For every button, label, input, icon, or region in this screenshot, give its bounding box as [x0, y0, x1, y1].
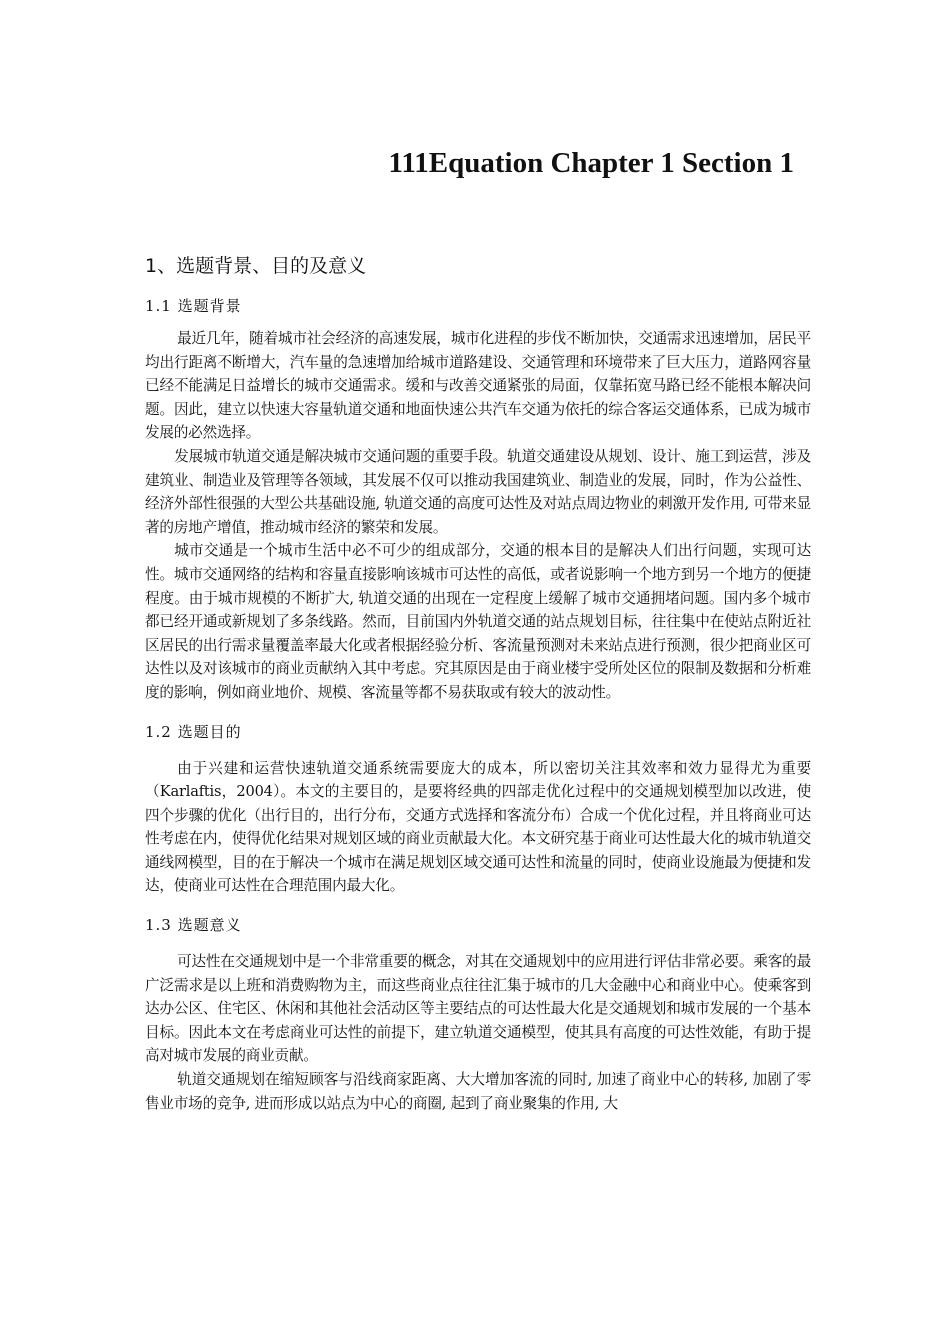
subsection-heading-1-1: 1.1 选题背景 [145, 297, 242, 315]
paragraph-background-3: 城市交通是一个城市生活中必不可少的组成部分，交通的根本目的是解决人们出行问题，实现可达性。城市交通网络的结构和容量直接影响该城市可达性的高低，或者说影响一个地方到另一个地方的便捷程度。由于城市规模的不断扩大, 轨道交通的出现在一定程度上缓解了城市交通拥堵问题。国内多个城市都已经开通或新规划了多条线路。然而，目前国内外轨道交通的站点规划目标，往往集中在使站点附近社区居民的出行需求量覆盖率最大化或者根据经验分析、客流量预测对未来站点进行预测，很少把商业区可达性以及对该城市的商业贡献纳入其中考虑。究其原因是由于商业楼宇受所处区位的限制及数据和分析难度的影响，例如商业地价、规模、客流量等都不易获取或有较大的波动性。 [145, 542, 811, 701]
subsection-heading-1-3: 1.3 选题意义 [145, 916, 242, 935]
paragraph-background-1: 最近几年，随着城市社会经济的高速发展，城市化进程的步伐不断加快，交通需求迅速增加，居民平均出行距离不断增大，汽车量的急速增加给城市道路建设、交通管理和环境带来了巨大压力，道路网容量已经不能满足日益增长的城市交通需求。缓和与改善交通紧张的局面，仅靠拓宽马路已经不能根本解决问题。因此，建立以快速大容量轨道交通和地面快速公共汽车交通为依托的综合客运交通体系，已成为城市发展的必然选择。 [145, 330, 811, 442]
document-body [145, 250, 811, 1115]
paragraph-significance-2: 轨道交通规划在缩短顾客与沿线商家距离、大大增加客流的同时, 加速了商业中心的转移, 加剧了零售业市场的竞争, 进而形成以站点为中心的商圈, 起到了商业聚集的作用, 大 [145, 1071, 811, 1112]
paragraph-significance-1: 可达性在交通规划中是一个非常重要的概念，对其在交通规划中的应用进行评估非常必要。乘客的最广泛需求是以上班和消费购物为主，而这些商业点往往汇集于城市的几大金融中心和商业中心。使乘客到达办公区、住宅区、休闲和其他社会活动区等主要结点的可达性最大化是交通规划和城市发展的一个基本目标。因此本文在考虑商业可达性的前提下，建立轨道交通模型，使其具有高度的可达性效能，有助于提高对城市发展的商业贡献。 [145, 953, 811, 1065]
paragraph-purpose-1: 由于兴建和运营快速轨道交通系统需要庞大的成本，所以密切关注其效率和效力显得尤为重要（Karlaftis，2004）。本文的主要目的，是要将经典的四部走优化过程中的交通规划模型加以改进，使四个步骤的优化（出行目的，出行分布，交通方式选择和客流分布）合成一个优化过程，并且将商业可达性考虑在内，使得优化结果对规划区域的商业贡献最大化。本文研究基于商业可达性最大化的城市轨道交通线网模型，目的在于解决一个城市在满足规划区域交通可达性和流量的同时，使商业设施最为便捷和发达，使商业可达性在合理范围内最大化。 [145, 759, 811, 895]
paragraph-background-2: 发展城市轨道交通是解决城市交通问题的重要手段。轨道交通建设从规划、设计、施工到运营，涉及建筑业、制造业及管理等各领域，其发展不仅可以推动我国建筑业、制造业的发展，同时，作为公益性、经济外部性很强的大型公共基础设施, 轨道交通的高度可达性及对站点周边物业的刺激开发作用, 可带来显著的房地产增值，推动城市经济的繁荣和发展。 [145, 447, 811, 536]
subsection-heading-1-2: 1.2 选题目的 [145, 722, 242, 741]
section-heading-1: 1、选题背景、目的及意义 [145, 255, 367, 277]
document-title: 111Equation Chapter 1 Section 1 [388, 147, 794, 179]
